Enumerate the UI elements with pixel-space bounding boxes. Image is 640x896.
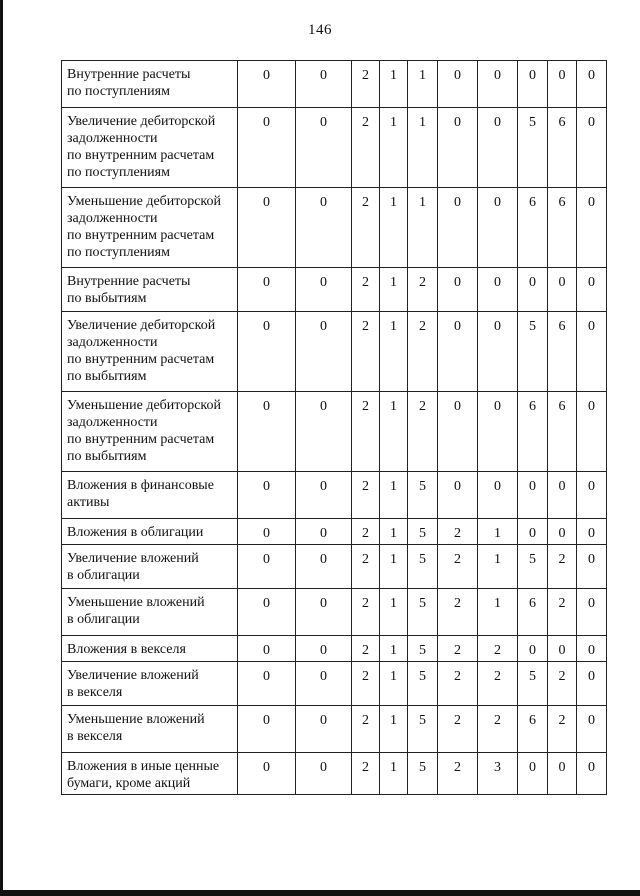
code-digit-cell: 6 [548,312,577,392]
code-digit-cell: 0 [577,108,607,188]
code-digit-cell: 1 [380,706,408,753]
table-row [62,589,607,636]
account-name-cell: Увеличение вложений в векселя [62,662,238,706]
account-name-cell: Уменьшение вложений в облигации [62,589,238,636]
code-digit-cell: 0 [548,753,577,795]
account-name-cell: Увеличение вложений в облигации [62,545,238,589]
code-digit-cell: 6 [518,706,548,753]
code-digit-cell: 5 [518,662,548,706]
table-row [62,545,607,589]
code-digit-cell: 0 [548,519,577,545]
code-digit-cell: 2 [408,312,438,392]
code-digit-cell: 0 [518,268,548,312]
code-digit-cell: 2 [408,268,438,312]
code-digit-cell: 0 [296,188,352,268]
code-digit-cell: 1 [380,662,408,706]
code-digit-cell: 0 [548,61,577,108]
code-digit-cell: 1 [380,472,408,519]
code-digit-cell: 0 [478,108,518,188]
code-digit-cell: 6 [518,392,548,472]
code-digit-cell: 2 [352,589,380,636]
code-digit-cell: 2 [408,392,438,472]
code-digit-cell: 0 [548,636,577,662]
table-row [62,662,607,706]
code-digit-cell: 5 [408,753,438,795]
code-digit-cell: 2 [438,589,478,636]
code-digit-cell: 6 [548,392,577,472]
code-digit-cell: 0 [577,472,607,519]
code-digit-cell: 0 [238,188,296,268]
code-digit-cell: 0 [238,545,296,589]
code-digit-cell: 0 [296,753,352,795]
account-name-cell: Увеличение дебиторской задолженности по внутренним расчетам по выбытиям [62,312,238,392]
code-digit-cell: 0 [478,268,518,312]
table-row [62,706,607,753]
code-digit-cell: 0 [518,61,548,108]
code-digit-cell: 5 [408,589,438,636]
table-row [62,61,607,108]
code-digit-cell: 0 [296,312,352,392]
code-digit-cell: 0 [296,472,352,519]
table-row [62,108,607,188]
code-digit-cell: 2 [548,589,577,636]
code-digit-cell: 0 [238,589,296,636]
code-digit-cell: 5 [408,519,438,545]
account-name-cell: Внутренние расчеты по поступлениям [62,61,238,108]
code-digit-cell: 0 [296,545,352,589]
code-digit-cell: 0 [518,519,548,545]
code-digit-cell: 0 [238,392,296,472]
code-digit-cell: 0 [577,753,607,795]
table-row [62,268,607,312]
code-digit-cell: 0 [577,519,607,545]
code-digit-cell: 2 [352,268,380,312]
code-digit-cell: 0 [577,61,607,108]
code-digit-cell: 2 [352,753,380,795]
code-digit-cell: 0 [438,312,478,392]
code-digit-cell: 0 [478,188,518,268]
code-digit-cell: 1 [380,589,408,636]
code-digit-cell: 2 [438,706,478,753]
code-digit-cell: 0 [577,545,607,589]
code-digit-cell: 6 [548,108,577,188]
code-digit-cell: 1 [478,589,518,636]
code-digit-cell: 5 [408,662,438,706]
code-digit-cell: 0 [296,589,352,636]
code-digit-cell: 6 [548,188,577,268]
code-digit-cell: 0 [238,706,296,753]
code-digit-cell: 2 [352,108,380,188]
code-digit-cell: 1 [408,188,438,268]
code-digit-cell: 2 [548,662,577,706]
code-digit-cell: 5 [518,545,548,589]
code-digit-cell: 1 [478,545,518,589]
code-digit-cell: 0 [296,268,352,312]
code-digit-cell: 0 [548,268,577,312]
code-digit-cell: 1 [408,61,438,108]
code-digit-cell: 0 [238,753,296,795]
account-name-cell: Уменьшение вложений в векселя [62,706,238,753]
table-row [62,753,607,795]
code-digit-cell: 0 [238,636,296,662]
code-digit-cell: 2 [352,545,380,589]
code-digit-cell: 0 [478,392,518,472]
code-digit-cell: 0 [548,472,577,519]
code-digit-cell: 2 [438,636,478,662]
table-row [62,636,607,662]
code-digit-cell: 0 [438,61,478,108]
code-digit-cell: 2 [478,636,518,662]
code-digit-cell: 2 [352,392,380,472]
scan-edge-bottom [0,890,640,896]
code-digit-cell: 2 [352,472,380,519]
code-digit-cell: 2 [438,662,478,706]
code-digit-cell: 6 [518,188,548,268]
code-digit-cell: 2 [352,61,380,108]
code-digit-cell: 0 [478,472,518,519]
code-digit-cell: 0 [577,188,607,268]
code-digit-cell: 0 [238,472,296,519]
code-digit-cell: 1 [380,61,408,108]
code-digit-cell: 0 [438,472,478,519]
page-number: 146 [308,22,332,38]
code-digit-cell: 5 [408,545,438,589]
code-digit-cell: 2 [352,662,380,706]
code-digit-cell: 0 [238,312,296,392]
code-digit-cell: 0 [238,519,296,545]
code-digit-cell: 2 [352,706,380,753]
account-name-cell: Вложения в иные ценные бумаги, кроме акций [62,753,238,795]
table-row [62,188,607,268]
code-digit-cell: 0 [296,108,352,188]
code-digit-cell: 2 [478,662,518,706]
code-digit-cell: 0 [296,519,352,545]
code-digit-cell: 0 [296,636,352,662]
table-row [62,392,607,472]
code-digit-cell: 2 [352,519,380,545]
code-digit-cell: 0 [238,662,296,706]
code-digit-cell: 0 [577,268,607,312]
code-digit-cell: 3 [478,753,518,795]
code-digit-cell: 0 [296,61,352,108]
code-digit-cell: 0 [577,662,607,706]
code-digit-cell: 0 [518,636,548,662]
account-name-cell: Уменьшение дебиторской задолженности по внутренним расчетам по поступлениям [62,188,238,268]
code-digit-cell: 5 [518,108,548,188]
account-name-cell: Вложения в облигации [62,519,238,545]
table-body [62,61,607,795]
table-row [62,472,607,519]
account-name-cell: Увеличение дебиторской задолженности по внутренним расчетам по поступлениям [62,108,238,188]
code-digit-cell: 0 [296,662,352,706]
code-digit-cell: 1 [380,108,408,188]
table-row [62,519,607,545]
code-digit-cell: 5 [518,312,548,392]
code-digit-cell: 0 [577,312,607,392]
code-digit-cell: 0 [577,392,607,472]
code-digit-cell: 2 [548,706,577,753]
code-digit-cell: 0 [296,706,352,753]
table-row [62,312,607,392]
account-name-cell: Вложения в векселя [62,636,238,662]
code-digit-cell: 0 [438,188,478,268]
code-digit-cell: 0 [478,312,518,392]
code-digit-cell: 0 [438,108,478,188]
code-digit-cell: 0 [478,61,518,108]
account-codes-table [61,60,607,795]
code-digit-cell: 2 [438,753,478,795]
code-digit-cell: 1 [380,519,408,545]
code-digit-cell: 0 [577,589,607,636]
code-digit-cell: 0 [238,268,296,312]
code-digit-cell: 0 [438,268,478,312]
code-digit-cell: 5 [408,472,438,519]
account-name-cell: Вложения в финансовые активы [62,472,238,519]
code-digit-cell: 1 [380,545,408,589]
code-digit-cell: 5 [408,636,438,662]
code-digit-cell: 0 [577,706,607,753]
code-digit-cell: 1 [380,312,408,392]
code-digit-cell: 1 [478,519,518,545]
account-name-cell: Уменьшение дебиторской задолженности по внутренним расчетам по выбытиям [62,392,238,472]
code-digit-cell: 0 [296,392,352,472]
code-digit-cell: 1 [380,753,408,795]
code-digit-cell: 1 [380,392,408,472]
code-digit-cell: 2 [438,545,478,589]
code-digit-cell: 6 [518,589,548,636]
code-digit-cell: 2 [478,706,518,753]
code-digit-cell: 0 [577,636,607,662]
code-digit-cell: 2 [352,188,380,268]
scan-edge-left [0,0,3,896]
code-digit-cell: 2 [438,519,478,545]
code-digit-cell: 0 [238,108,296,188]
account-name-cell: Внутренние расчеты по выбытиям [62,268,238,312]
code-digit-cell: 0 [518,472,548,519]
code-digit-cell: 5 [408,706,438,753]
code-digit-cell: 1 [408,108,438,188]
code-digit-cell: 2 [352,312,380,392]
code-digit-cell: 0 [438,392,478,472]
code-digit-cell: 2 [548,545,577,589]
code-digit-cell: 0 [238,61,296,108]
code-digit-cell: 2 [352,636,380,662]
code-digit-cell: 0 [518,753,548,795]
code-digit-cell: 1 [380,268,408,312]
code-digit-cell: 1 [380,636,408,662]
code-digit-cell: 1 [380,188,408,268]
